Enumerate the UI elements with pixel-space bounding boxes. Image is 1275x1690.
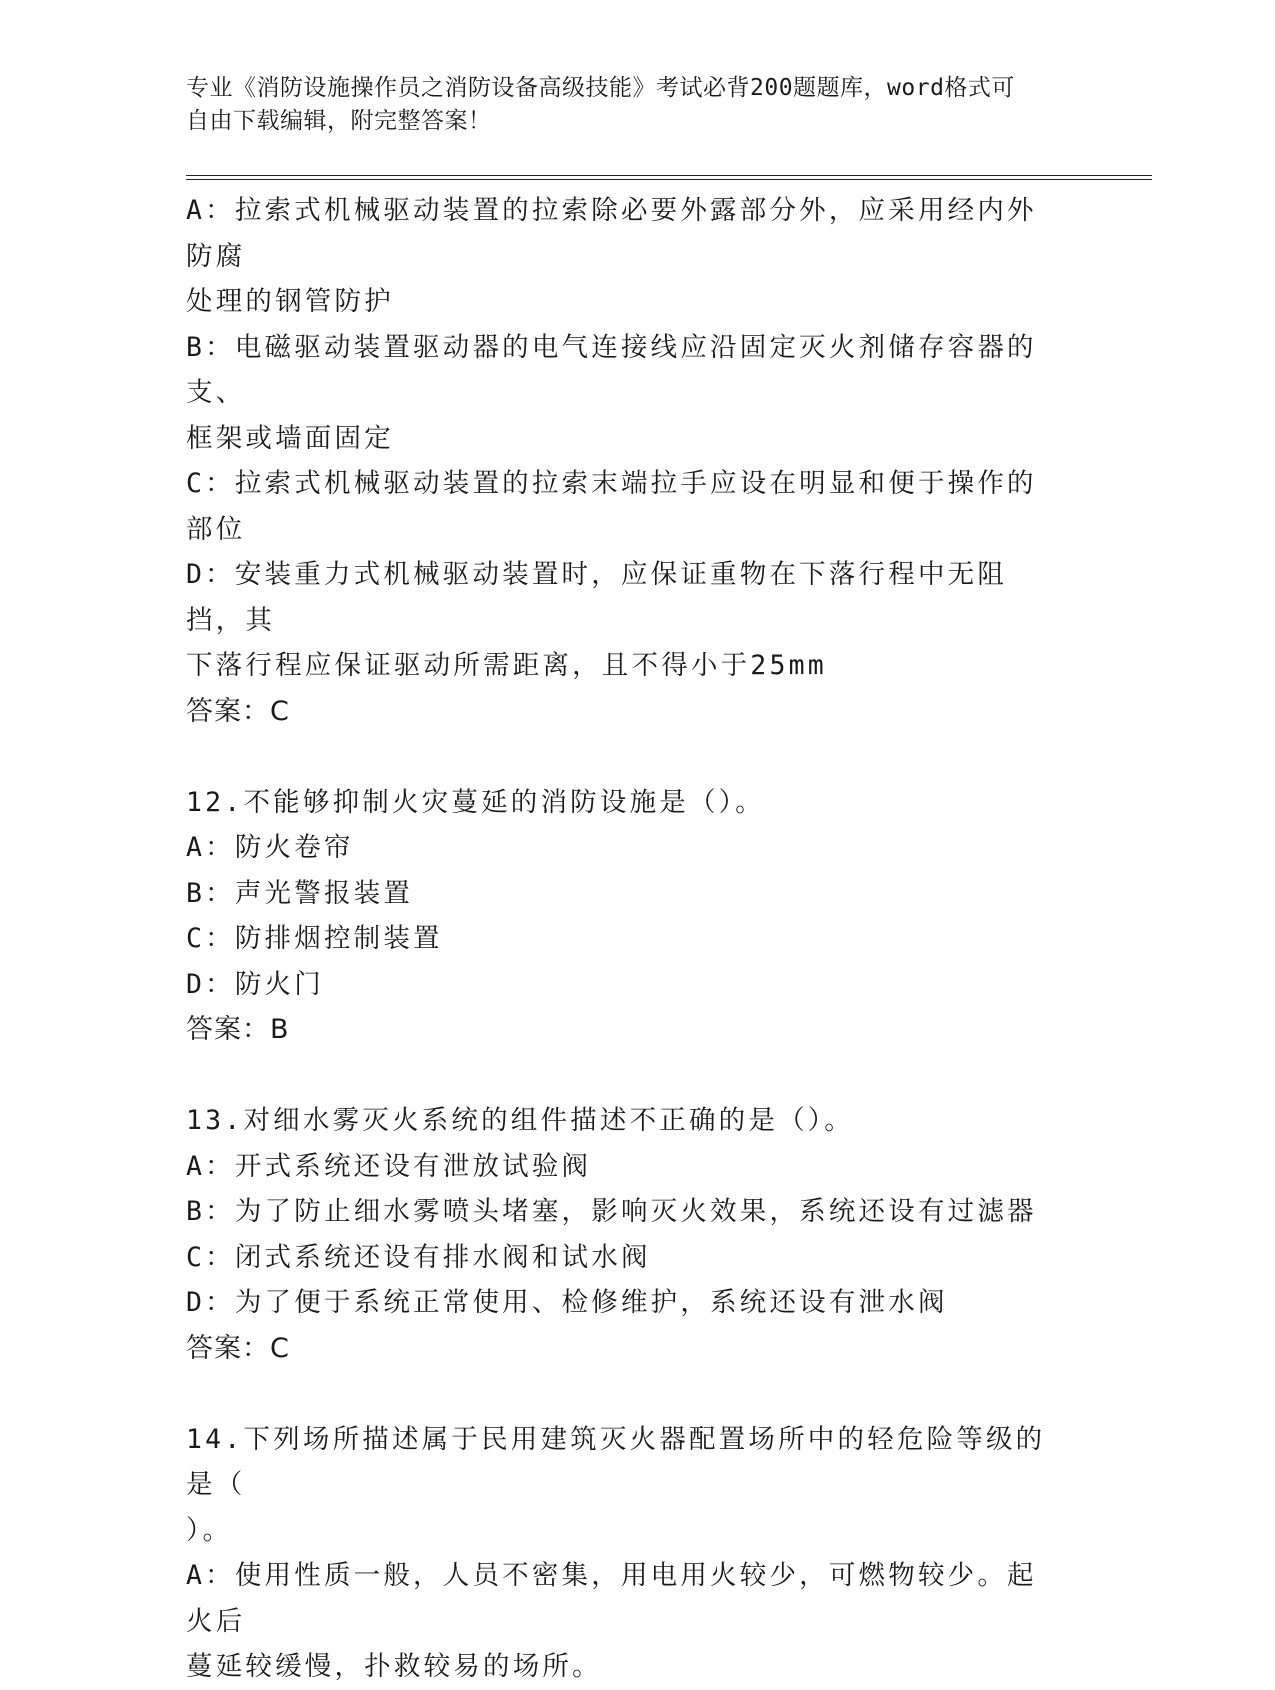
question-12 (186, 780, 1066, 1053)
q11-option-a-line-2: 处理的钢管防护 (186, 286, 394, 317)
q11-answer: 答案：C (186, 695, 290, 727)
header-title-line-1: 专业《消防设施操作员之消防设备高级技能》考试必背200题题库，word格式可 (186, 75, 1015, 101)
q12-option-c: C：防排烟控制装置 (186, 923, 443, 954)
spacer (186, 1371, 1066, 1417)
q13-option-b: B：为了防止细水雾喷头堵塞，影响灭火效果，系统还设有过滤器 (186, 1196, 1037, 1227)
spacer (186, 1053, 1066, 1099)
question-11 (186, 188, 1066, 734)
question-14 (186, 1417, 1066, 1690)
header-divider (186, 175, 1152, 180)
document-body (186, 188, 1066, 1690)
q11-option-c: C：拉索式机械驱动装置的拉索末端拉手应设在明显和便于操作的部位 (186, 468, 1037, 545)
q12-option-a: A：防火卷帘 (186, 832, 354, 863)
q11-option-d-line-1: D：安装重力式机械驱动装置时，应保证重物在下落行程中无阻挡，其 (186, 559, 1008, 636)
question-13 (186, 1098, 1066, 1371)
q11-option-d-line-2: 下落行程应保证驱动所需距离，且不得小于25mm (186, 650, 827, 681)
q12-option-d: D：防火门 (186, 968, 324, 1000)
q13-option-c: C：闭式系统还设有排水阀和试水阀 (186, 1241, 651, 1273)
q12-answer: 答案：B (186, 1014, 290, 1045)
q12-option-b: B：声光警报装置 (186, 877, 414, 909)
q13-stem: 13.对细水雾灭火系统的组件描述不正确的是（）。 (186, 1105, 854, 1136)
q13-option-a: A：开式系统还设有泄放试验阀 (186, 1150, 592, 1182)
q11-option-a-line-1: A：拉索式机械驱动装置的拉索除必要外露部分外，应采用经内外防腐 (186, 195, 1037, 272)
q14-option-a-line-1: A：使用性质一般，人员不密集，用电用火较少，可燃物较少。起火后 (186, 1560, 1037, 1637)
q14-stem-line-1: 14.下列场所描述属于民用建筑灭火器配置场所中的轻危险等级的是（ (186, 1423, 1046, 1500)
header-title-line-2: 自由下载编辑，附完整答案！ (186, 108, 492, 134)
q14-option-a-line-2: 蔓延较缓慢，扑救较易的场所。 (186, 1651, 602, 1682)
q14-stem-line-2: ）。 (186, 1514, 233, 1546)
q13-option-d: D：为了便于系统正常使用、检修维护，系统还设有泄水阀 (186, 1287, 948, 1318)
q11-option-b-line-2: 框架或墙面固定 (186, 422, 394, 454)
q11-option-b-line-1: B：电磁驱动装置驱动器的电气连接线应沿固定灭火剂储存容器的支、 (186, 331, 1037, 408)
document-header (186, 72, 1066, 138)
q12-stem: 12.不能够抑制火灾蔓延的消防设施是（）。 (186, 786, 765, 818)
spacer (186, 734, 1066, 780)
q13-answer: 答案：C (186, 1332, 290, 1364)
